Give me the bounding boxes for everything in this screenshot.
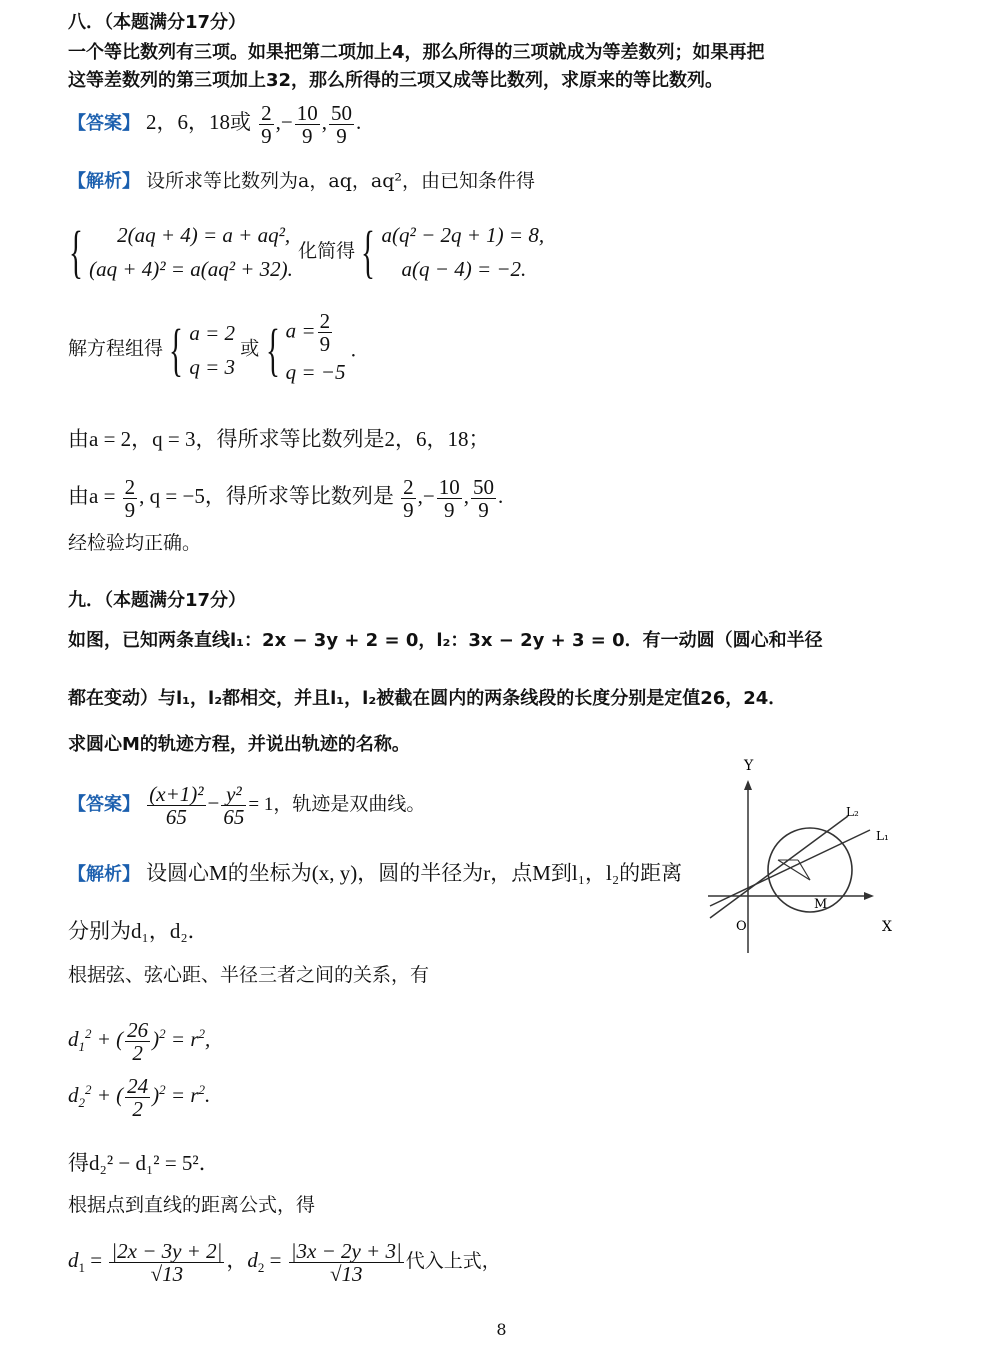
q8-analysis	[68, 168, 535, 195]
q9-stem-line1: 如图，已知两条直线l₁：2x − 3y + 2 = 0，l₂：3x − 2y + 3 = 0．有一动圆（圆心和半径	[68, 630, 823, 651]
fraction: $\frac{2}{9}$	[261, 100, 272, 148]
fraction: $\frac{10}{9}$	[296, 100, 318, 148]
simplify-label: 化简得	[298, 241, 356, 262]
or-label: 或	[240, 338, 260, 360]
fraction: $\frac{\text{y²}}{65}$	[223, 781, 245, 829]
left-brace: {	[68, 219, 83, 284]
q9-equation-b: $d_2^2$ + ( $\frac{24}{2}$ )$^2 = r^2$.	[68, 1073, 211, 1121]
left-brace: {	[265, 316, 280, 382]
q9-distance-formulas: $d_1$ = $\frac{|2x - 3y + 2|}{√13}$ ，$d_2$ = $\frac{|3x - 2y + 3|}{√13}$ 代入上式，	[68, 1238, 501, 1286]
x-axis-arrow	[864, 892, 874, 900]
q9-formula-label: 根据点到直线的距离公式，得	[68, 1194, 316, 1216]
radius-line	[798, 860, 810, 880]
x-axis-label: X	[882, 919, 892, 935]
fraction: $\frac{50}{9}$	[472, 474, 494, 522]
q8-case1: 由a = 2，q = 3，得所求等比数列是2，6，18；	[68, 427, 490, 451]
fraction: $\frac{26}{2}$	[127, 1017, 149, 1065]
fraction: $\frac{2}{9}$	[403, 474, 414, 522]
equation: a = 2	[189, 320, 236, 345]
fraction: $\frac{50}{9}$	[330, 100, 352, 148]
left-brace: {	[169, 316, 184, 382]
equation: (aq + 4)² = a(aq² + 32).	[89, 257, 293, 281]
fraction: $\frac{|3x - 2y + 3|}{√13}$	[290, 1238, 402, 1286]
answer-tag: 【答案】	[68, 113, 140, 134]
fraction: $\frac{|2x - 3y + 2|}{√13}$	[111, 1238, 223, 1286]
equation: a(q² − 2q + 1) = 8,	[381, 223, 545, 247]
analysis-tag: 【解析】	[68, 171, 140, 192]
q9-difference: 得d₂² − d₁² = 5²．	[68, 1151, 220, 1175]
q9-equation-a: $d_1^2$ + ( $\frac{26}{2}$ )$^2 = r^2$,	[68, 1017, 211, 1065]
q9-analysis-line2: 分别为d₁，d₂．	[68, 919, 209, 943]
fraction: $\frac{10}{9}$	[438, 474, 460, 522]
q9-title: 九．（本题满分17分）	[68, 590, 247, 611]
q8-stem-line1: 一个等比数列有三项。如果把第二项加上4，那么所得的三项就成为等差数列；如果再把	[68, 42, 765, 63]
q9-stem-line3: 求圆心M的轨迹方程，并说出轨迹的名称。	[68, 734, 410, 755]
moving-circle	[768, 828, 852, 912]
fraction: $\frac{\text{(x+1)²}}{65}$	[149, 781, 204, 829]
answer-tag: 【答案】	[68, 794, 140, 815]
equation: a =	[285, 318, 316, 343]
equation: q = 3	[189, 354, 236, 379]
fraction: $\frac{2}{9}$	[124, 474, 136, 522]
q8-answer-text: 2，6，18或	[146, 110, 252, 134]
q8-check: 经检验均正确。	[68, 532, 202, 554]
q8-case2: 由a = $\frac{2}{9}$ , q = −5，得所求等比数列是 $\frac{2}{9}$ ,− $\frac{10}{9}$ , $\frac{50}{9}$ .	[68, 474, 504, 522]
q8-answer: 【答案】 2，6，18或 $\frac{2}{9}$ ,− $\frac{10}{9}$ , $\frac{50}{9}$ .	[68, 100, 362, 148]
q9-answer: 【答案】 $\frac{\text{(x+1)²}}{65}$ − $\frac{\text{y²}}{65}$ = 1，轨迹是双曲线。	[68, 781, 426, 829]
q8-equation-system	[68, 218, 544, 286]
left-brace: {	[361, 219, 376, 284]
fraction: $\frac{24}{2}$	[127, 1073, 149, 1121]
q9-stem-line2: 都在变动）与l₁，l₂都相交，并且l₁，l₂被截在圆内的两条线段的长度分别是定值26，24．	[68, 688, 787, 709]
fraction: $\frac{2}{9}$	[319, 309, 331, 356]
q8-stem-line2: 这等差数列的第三项加上32，那么所得的三项又成等比数列，求原来的等比数列。	[68, 70, 724, 91]
radius-line	[778, 860, 810, 880]
y-axis-label: Y	[744, 758, 754, 774]
solve-label: 解方程组得	[68, 338, 164, 360]
center-label: M	[814, 897, 828, 912]
q8-solution: 解方程组得 { a = 2 q = 3 或 { a = $\frac{2}{9}$ q = −5 .	[68, 310, 356, 389]
q8-title: 八．（本题满分17分）	[68, 12, 247, 33]
equation: a(q − 4) = −2.	[401, 257, 527, 281]
equation: q = −5	[285, 360, 346, 384]
analysis-tag: 【解析】	[68, 864, 140, 885]
circle-lines-figure	[700, 748, 900, 953]
q9-relation: 根据弦、弦心距、半径三者之间的关系，有	[68, 964, 430, 986]
l2-label: L₂	[846, 805, 859, 819]
q8-analysis-intro: 设所求等比数列为a，aq，aq²，由已知条件得	[146, 170, 535, 192]
l1-label: L₁	[876, 829, 889, 843]
equation: 2(aq + 4) = a + aq²,	[117, 223, 291, 247]
y-axis-arrow	[744, 780, 752, 790]
page-number: 8	[496, 1320, 507, 1339]
q9-analysis: 【解析】 设圆心M的坐标为(x, y)，圆的半径为r，点M到l₁，l₂的距离	[68, 861, 683, 885]
origin-label: O	[736, 919, 747, 934]
